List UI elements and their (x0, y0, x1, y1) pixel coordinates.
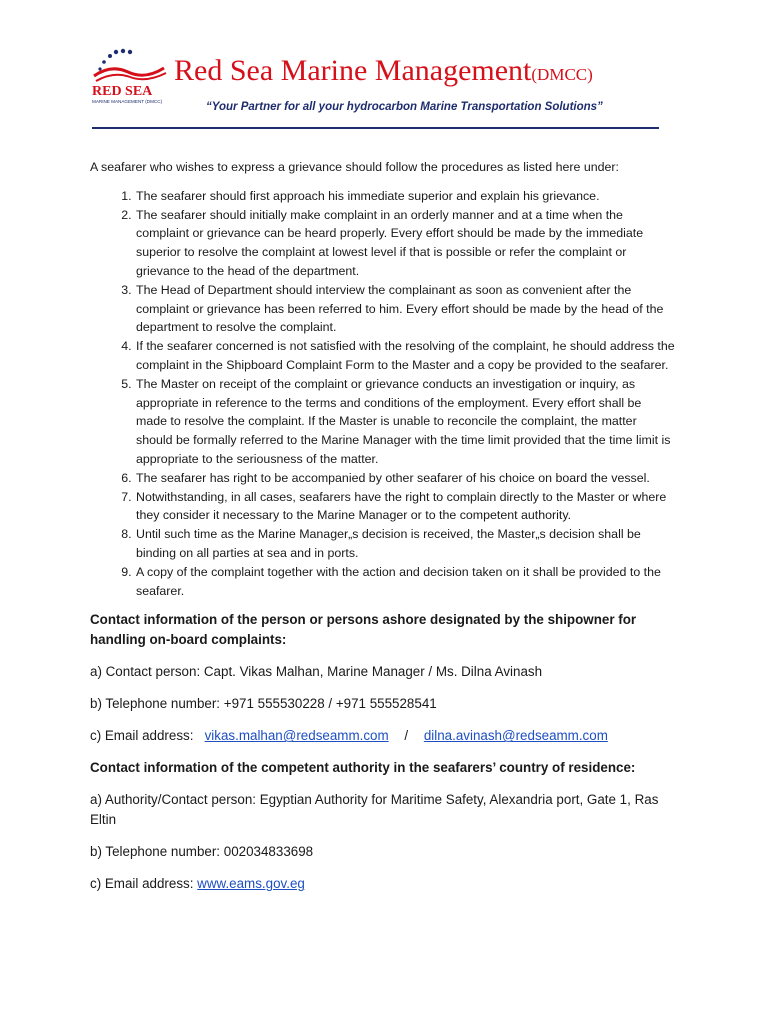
authority-email-label: c) Email address: (90, 876, 194, 892)
email-link-dilna[interactable]: dilna.avinash@redseamm.com (423, 728, 608, 744)
shore-email-label: c) Email address: (90, 728, 194, 744)
logo-dot (98, 67, 101, 70)
procedure-item: 2. The seafarer should initially make complaint in an orderly manner and at a time when the complaint or grievance can be heard properly. Every effort should be made by the immediate superior to resolve the complaint at lowest level if that is possible or refer the complaint or grievance to the head of the department. (135, 206, 675, 281)
logo-dot (121, 49, 125, 53)
company-suffix: (DMCC) (531, 65, 593, 84)
procedure-item: 5. The Master on receipt of the complaint or grievance conducts an investigation or inquiry, as appropriate in reference to the terms and conditions of the employment. Every effort shall be made to resolve the complaint. If the Master is unable to reconcile the complaint, the matter should be formally referred to the Marine Manager with the time limit provided that the time limit is appropriate to the seriousness of the matter. (135, 375, 675, 469)
company-name (174, 54, 593, 92)
authority-email-line (90, 874, 675, 894)
shore-email-line (90, 726, 675, 746)
procedure-item: 8. Until such time as the Marine Manager„s decision is received, the Master„s decision shall be binding on all parties at sea and in ports. (135, 525, 675, 563)
red-sea-logo (86, 46, 172, 106)
tagline: “Your Partner for all your hydrocarbon Marine Transportation Solutions” (206, 101, 603, 113)
procedure-item: 3. The Head of Department should interview the complainant as soon as convenient after the complaint or grievance has been referred to him. Every effort should be made by the head of the department to resolve the complaint. (135, 281, 675, 337)
procedure-item: 1. The seafarer should first approach his immediate superior and explain his grievance. (135, 187, 675, 206)
logo-dot (102, 60, 106, 64)
header-divider (92, 127, 659, 129)
website-link[interactable]: www.eams.gov.eg (197, 876, 305, 892)
shore-contact-person: a) Contact person: Capt. Vikas Malhan, Marine Manager / Ms. Dilna Avinash (90, 664, 543, 680)
logo-wave (94, 68, 164, 76)
shore-telephone: b) Telephone number: +971 555530228 / +971 555528541 (90, 696, 437, 712)
procedure-item: 9. A copy of the complaint together with the action and decision taken on it shall be provided to the seafarer. (135, 563, 675, 601)
logo-text-sub: MARINE MANAGEMENT (DMCC) (92, 99, 163, 104)
logo-text-main: RED SEA (92, 84, 153, 99)
authority-contact-heading: Contact information of the competent authority in the seafarers’ country of residence: (90, 760, 636, 776)
email-separator: / (404, 728, 409, 744)
company-name-text: Red Sea Marine Management (174, 54, 532, 87)
intro-paragraph: A seafarer who wishes to express a grievance should follow the procedures as listed here under: (90, 160, 619, 174)
authority-name: a) Authority/Contact person: Egyptian Authority for Maritime Safety, Alexandria port, Gate 1, Ras Eltin (90, 792, 659, 828)
procedure-list (90, 187, 675, 601)
procedure-item: 7. Notwithstanding, in all cases, seafarers have the right to complain directly to the Master or where they consider it necessary to the Marine Manager or to the competent authority. (135, 488, 675, 526)
authority-telephone: b) Telephone number: 002034833698 (90, 844, 314, 860)
shore-contact-heading: Contact information of the person or persons ashore designated by the shipowner for handling on-board complaints: (90, 612, 637, 648)
logo-dot (114, 50, 118, 54)
logo-dot (108, 54, 112, 58)
email-link-vikas[interactable]: vikas.malhan@redseamm.com (204, 728, 389, 744)
procedure-item: 4. If the seafarer concerned is not satisfied with the resolving of the complaint, he should address the complaint in the Shipboard Complaint Form to the Master and a copy be provided to the seafarer. (135, 337, 675, 375)
logo-dot (128, 50, 132, 54)
procedure-item: 6. The seafarer has right to be accompanied by other seafarer of his choice on board the vessel. (135, 469, 675, 488)
document-body (90, 158, 675, 894)
